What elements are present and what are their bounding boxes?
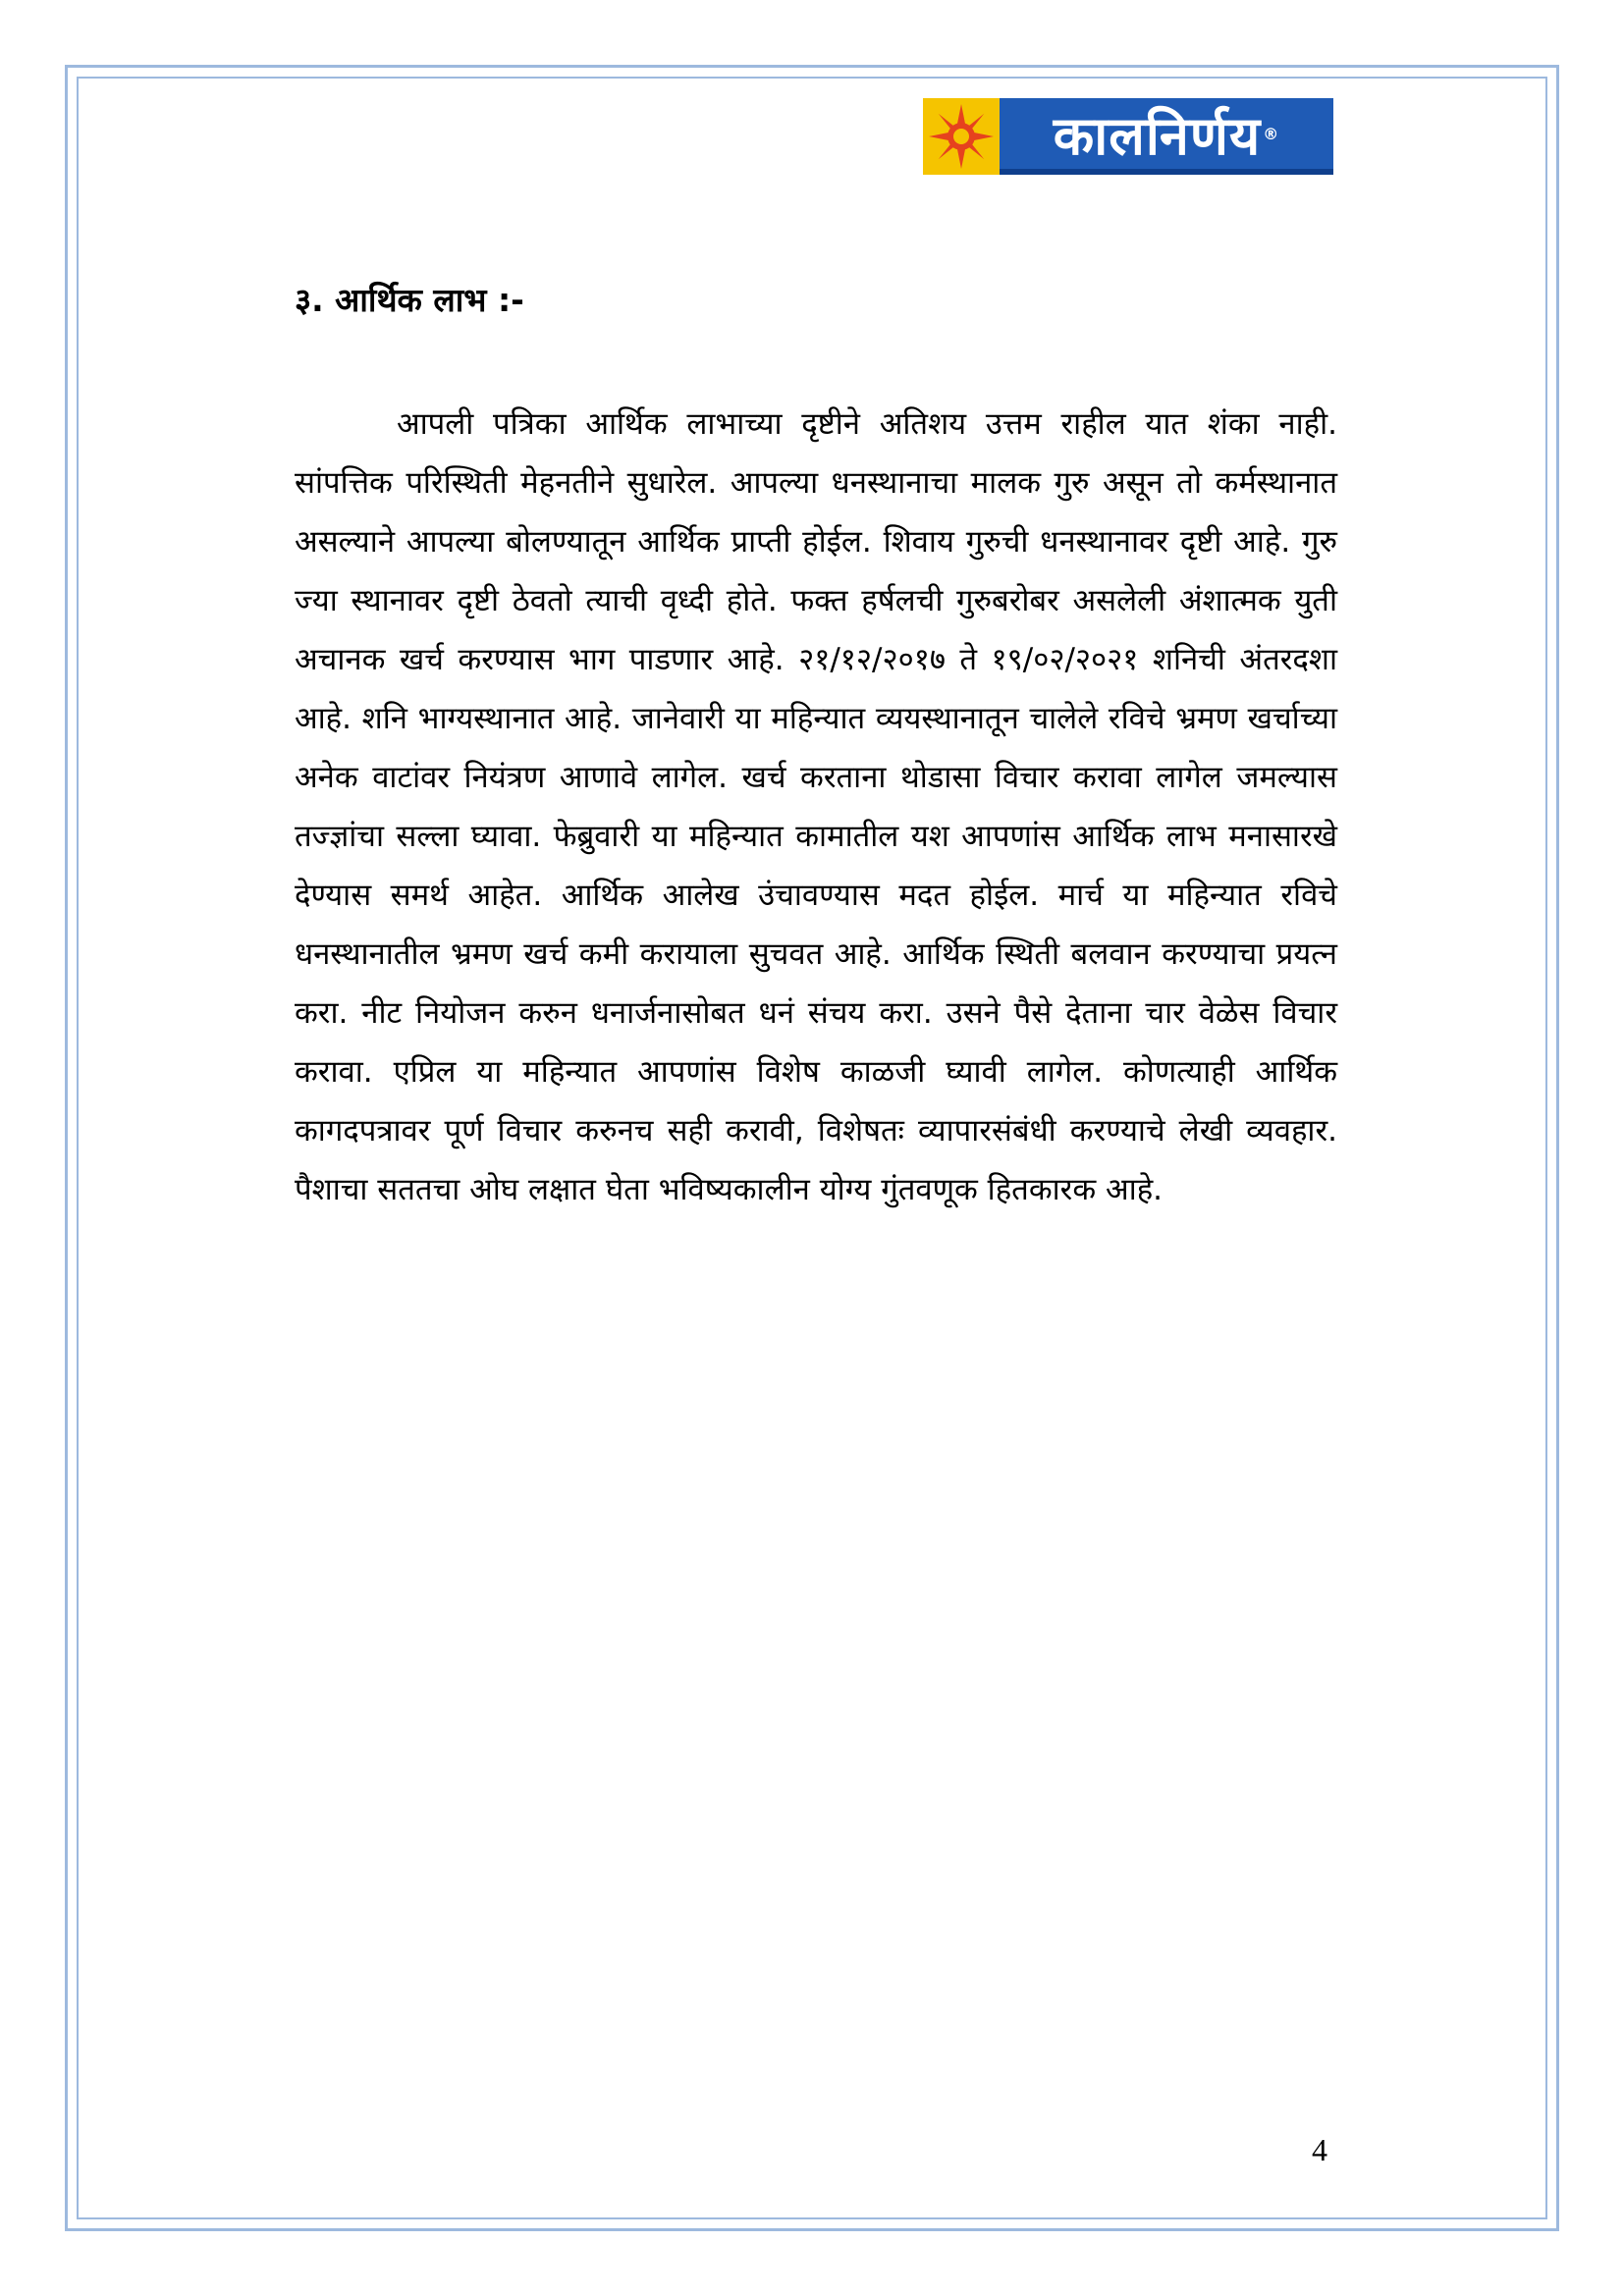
logo-text: कालनिर्णय — [1053, 105, 1262, 167]
section-paragraph: आपली पत्रिका आर्थिक लाभाच्या दृष्टीने अतिशय उत्तम राहील यात शंका नाही. सांपत्तिक परिस्थिती मेहनतीने सुधारेल. आपल्या धनस्थानाचा मालक गुरु असून तो कर्मस्थानात असल्याने आपल्या बोलण्यातून आर्थिक प्राप्ती होईल. शिवाय गुरुची धनस्थानावर दृष्टी आहे. गुरु ज्या स्थानावर दृष्टी ठेवतो त्याची वृध्दी होते. फक्त हर्षलची गुरुबरोबर असलेली अंशात्मक युती अचानक खर्च करण्यास भाग पाडणार आहे. २१/१२/२०१७ ते १९/०२/२०२१ शनिची अंतरदशा आहे. शनि भाग्यस्थानात आहे. जानेवारी या महिन्यात व्ययस्थानातून चालेले रविचे भ्रमण खर्चाच्या अनेक वाटांवर नियंत्रण आणावे लागेल. खर्च करताना थोडासा विचार करावा लागेल जमल्यास तज्ज्ञांचा सल्ला घ्यावा. फेब्रुवारी या महिन्यात कामातील यश आपणांस आर्थिक लाभ मनासारखे देण्यास समर्थ आहेत. आर्थिक आलेख उंचावण्यास मदत होईल. मार्च या महिन्यात रविचे धनस्थानातील भ्रमण खर्च कमी करायाला सुचवत आहे. आर्थिक स्थिती बलवान करण्याचा प्रयत्न करा. नीट नियोजन करुन धनार्जनासोबत धनं संचय करा. उसने पैसे देताना चार वेळेस विचार करावा. एप्रिल या महिन्यात आपणांस विशेष काळजी घ्यावी लागेल. कोणत्याही आर्थिक कागदपत्रावर पूर्ण विचार करुनच सही करावी, विशेषतः व्यापारसंबंधी करण्याचे लेखी व्यवहार. पैशाचा सततचा ओघ लक्षात घेता भविष्यकालीन योग्य गुंतवणूक हितकारक आहे. — [295, 406, 1337, 1207]
registered-mark: ® — [1263, 124, 1280, 143]
sun-emblem-icon — [923, 98, 1000, 175]
page-number: 4 — [1312, 2132, 1327, 2167]
logo-wordmark — [1000, 98, 1333, 175]
section-heading: ३. आर्थिक लाभ :- — [295, 281, 524, 319]
kalnirnay-logo — [923, 98, 1333, 175]
